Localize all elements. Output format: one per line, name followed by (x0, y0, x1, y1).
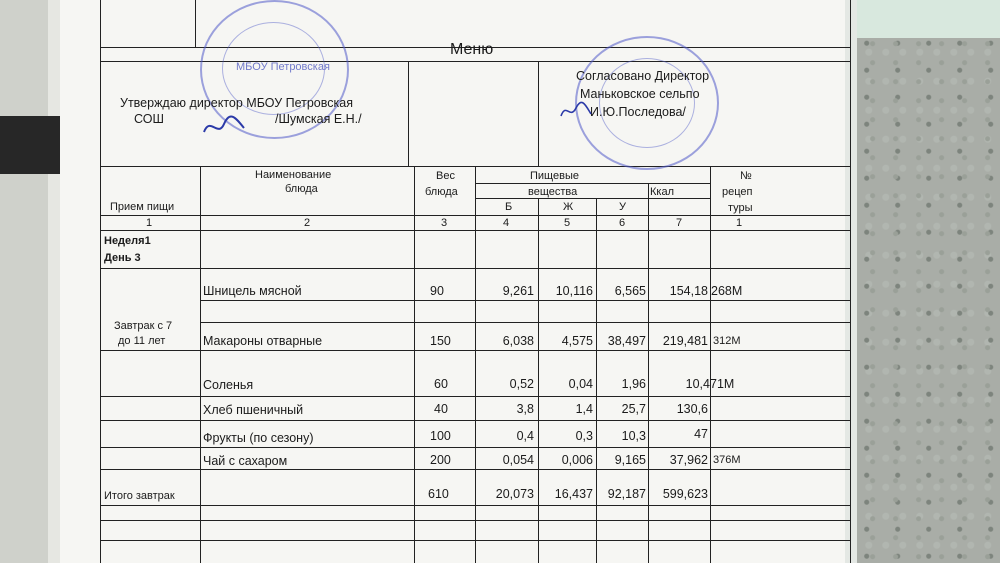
colnum-6: 6 (619, 217, 626, 229)
row-b: 0,054 (502, 453, 534, 467)
rule-table-right (850, 0, 851, 563)
row-weight: 40 (434, 402, 448, 416)
colnum-4: 4 (503, 217, 510, 229)
row-recipe: 376М (713, 454, 741, 466)
row-dish: Соленья (203, 378, 254, 392)
row-recipe: 268М (711, 284, 743, 298)
approve-line2: СОШ (134, 112, 164, 126)
row-dish: Шницель мясной (203, 284, 302, 298)
row-b: 6,038 (502, 334, 534, 348)
header-recipe-1: № (740, 170, 752, 182)
rule-col-dish-left (200, 166, 201, 563)
rule-top-box (195, 0, 196, 47)
row-kcal: 219,481 (662, 334, 708, 348)
row-zh: 0,006 (561, 453, 593, 467)
row-u: 1,96 (621, 377, 646, 391)
row-kcal: 10,4 (685, 377, 710, 391)
row-kcal: 47 (694, 427, 708, 441)
rule-agree-left (538, 61, 539, 166)
row-u: 6,565 (614, 284, 646, 298)
row-u: 25,7 (621, 402, 646, 416)
row-dish: Фрукты (по сезону) (203, 431, 314, 445)
header-recipe-3: туры (728, 202, 753, 214)
total-kcal: 599,623 (662, 487, 708, 501)
row-recipe: 312М (713, 335, 741, 347)
row-zh: 1,4 (575, 402, 593, 416)
row-b: 9,261 (502, 284, 534, 298)
row-u: 38,497 (607, 334, 646, 348)
meal-name-1: Завтрак с 7 (114, 320, 173, 332)
week-label: Неделя1 (104, 235, 151, 247)
row-dish: Чай с сахаром (203, 454, 288, 468)
background-countertop (845, 0, 1000, 563)
meal-name-2: до 11 лет (118, 335, 166, 347)
agree-name: И.Ю.Последова/ (590, 105, 686, 119)
row-recipe: 71М (710, 377, 735, 391)
header-kcal: Ккал (650, 186, 674, 198)
row-dish: Макароны отварные (203, 334, 323, 348)
row-zh: 4,575 (561, 334, 593, 348)
rule-blank1-bottom (200, 322, 850, 323)
rule-col-meal-left (100, 0, 101, 563)
rule-approve-right (408, 61, 409, 166)
row-weight: 200 (430, 453, 451, 467)
header-weight-1: Вес (436, 170, 455, 182)
row-kcal: 37,962 (669, 453, 708, 467)
row-weight: 60 (434, 377, 448, 391)
colnum-3: 3 (441, 217, 448, 229)
background-panel (0, 0, 48, 563)
approve-stamp-text: МБОУ Петровская (236, 61, 330, 73)
day-label: День 3 (104, 252, 141, 264)
menu-document (60, 0, 845, 563)
rule-nutrients-top (475, 183, 710, 184)
row-b: 0,52 (509, 377, 534, 391)
row-kcal: 154,18 (669, 284, 708, 298)
approve-line1: Утверждаю директор МБОУ Петровская (120, 96, 353, 110)
header-dish-1: Наименование (255, 169, 332, 181)
total-weight: 610 (428, 487, 449, 501)
agree-line1: Согласовано Директор (576, 69, 710, 83)
header-u: У (619, 201, 626, 213)
rule-row1-bottom (200, 300, 850, 301)
row-u: 10,3 (621, 429, 646, 443)
row-zh: 0,3 (575, 429, 593, 443)
header-meal: Прием пищи (110, 201, 175, 213)
row-zh: 10,116 (555, 284, 593, 298)
total-zh: 16,437 (554, 487, 593, 501)
agree-stamp (575, 36, 719, 170)
colnum-7: 7 (676, 217, 683, 229)
rule-col-weight-left (414, 166, 415, 563)
background-frame (845, 0, 857, 563)
row-u: 9,165 (614, 453, 646, 467)
header-zh: Ж (563, 201, 574, 213)
background-sign-edge (0, 116, 60, 174)
row-weight: 150 (430, 334, 451, 348)
rule-nutrients-mid (475, 198, 710, 199)
colnum-2: 2 (304, 217, 311, 229)
row-b: 3,8 (516, 402, 534, 416)
colnum-1: 1 (146, 217, 153, 229)
row-weight: 90 (430, 284, 444, 298)
header-nutrients-2: вещества (528, 186, 578, 198)
page-title: Меню (450, 41, 494, 58)
header-b: Б (505, 201, 513, 213)
background-tile (845, 0, 1000, 38)
rule-col-b-left (475, 166, 476, 563)
total-label: Итого завтрак (104, 490, 175, 502)
total-b: 20,073 (495, 487, 534, 501)
agree-line2: Маньковское сельпо (580, 87, 700, 101)
row-b: 0,4 (516, 429, 534, 443)
approve-name: /Шумская Е.Н./ (275, 112, 362, 126)
header-weight-2: блюда (425, 186, 458, 198)
header-nutrients-1: Пищевые (530, 170, 579, 182)
agree-signature (558, 100, 594, 122)
approve-signature (200, 112, 250, 140)
header-recipe-2: рецеп (722, 186, 753, 198)
colnum-8: 1 (736, 217, 743, 229)
row-zh: 0,04 (568, 377, 593, 391)
colnum-5: 5 (564, 217, 571, 229)
row-dish: Хлеб пшеничный (203, 403, 304, 417)
row-kcal: 130,6 (676, 402, 708, 416)
rule-col-recipe-left (710, 166, 711, 563)
row-weight: 100 (430, 429, 451, 443)
rule-col-kcal-left (648, 183, 649, 563)
total-u: 92,187 (607, 487, 646, 501)
header-dish-2: блюда (285, 183, 318, 195)
